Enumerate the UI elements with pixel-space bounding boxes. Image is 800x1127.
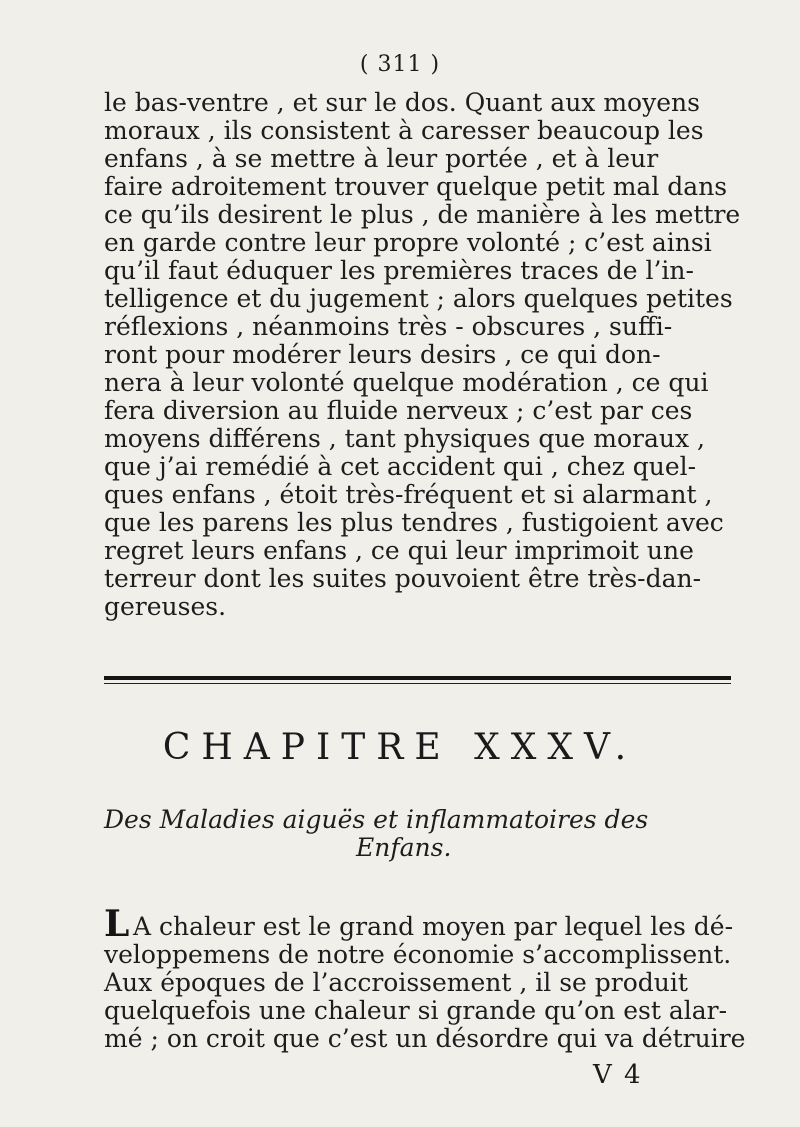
body-line: telligence et du jugement ; alors quelques petites [104, 284, 733, 313]
body-line: le bas-ventre , et sur le dos. Quant aux moyens [104, 88, 700, 117]
body-line: moraux , ils consistent à caresser beaucoup les [104, 116, 704, 145]
paragraph-line: veloppemens de notre économie s’accomplissent. [104, 940, 732, 969]
body-line: terreur dont les suites pouvoient être très-dan- [104, 564, 702, 593]
body-line: ques enfans , étoit très-fréquent et si alarmant , [104, 480, 713, 509]
body-line: ce qu’ils desirent le plus , de manière à les mettre [104, 200, 741, 229]
body-line: regret leurs enfans , ce qui leur imprimoit une [104, 536, 694, 565]
body-line: que j’ai remédié à cet accident qui , chez quel- [104, 452, 697, 481]
paragraph-line: A chaleur est le grand moyen par lequel les dé- [133, 912, 734, 941]
paragraph-line: mé ; on croit que c’est un désordre qui va détruire [104, 1024, 746, 1053]
paragraph-line: Aux époques de l’accroissement , il se produit [104, 968, 688, 997]
body-line: gereuses. [104, 592, 227, 621]
body-line: en garde contre leur propre volonté ; c’est ainsi [104, 228, 712, 257]
body-line: nera à leur volonté quelque modération , ce qui [104, 368, 709, 397]
body-line: que les parens les plus tendres , fustigoient avec [104, 508, 724, 537]
section-rule-thick [104, 676, 731, 680]
body-line: moyens différens , tant physiques que moraux , [104, 424, 705, 453]
drop-cap: L [104, 903, 130, 945]
chapter-title: CHAPITRE XXXV. [162, 727, 638, 768]
body-line: qu’il faut éduquer les premières traces de l’in- [104, 256, 694, 285]
body-line: réflexions , néanmoins très - obscures , suffi- [104, 312, 673, 341]
paragraph-line: quelquefois une chaleur si grande qu’on est alar- [104, 996, 728, 1025]
body-line: ront pour modérer leurs desirs , ce qui don- [104, 340, 661, 369]
section-rule-thin [104, 683, 731, 684]
signature-mark: V 4 [593, 1060, 643, 1090]
chapter-subtitle-line: Enfans. [356, 833, 452, 862]
body-line: enfans , à se mettre à leur portée , et à leur [104, 144, 659, 173]
body-line: faire adroitement trouver quelque petit mal dans [104, 172, 728, 201]
chapter-subtitle-line: Des Maladies aiguës et inflammatoires des [104, 805, 649, 834]
body-line: fera diversion au fluide nerveux ; c’est par ces [104, 396, 693, 425]
page-number: ( 311 ) [359, 52, 441, 77]
